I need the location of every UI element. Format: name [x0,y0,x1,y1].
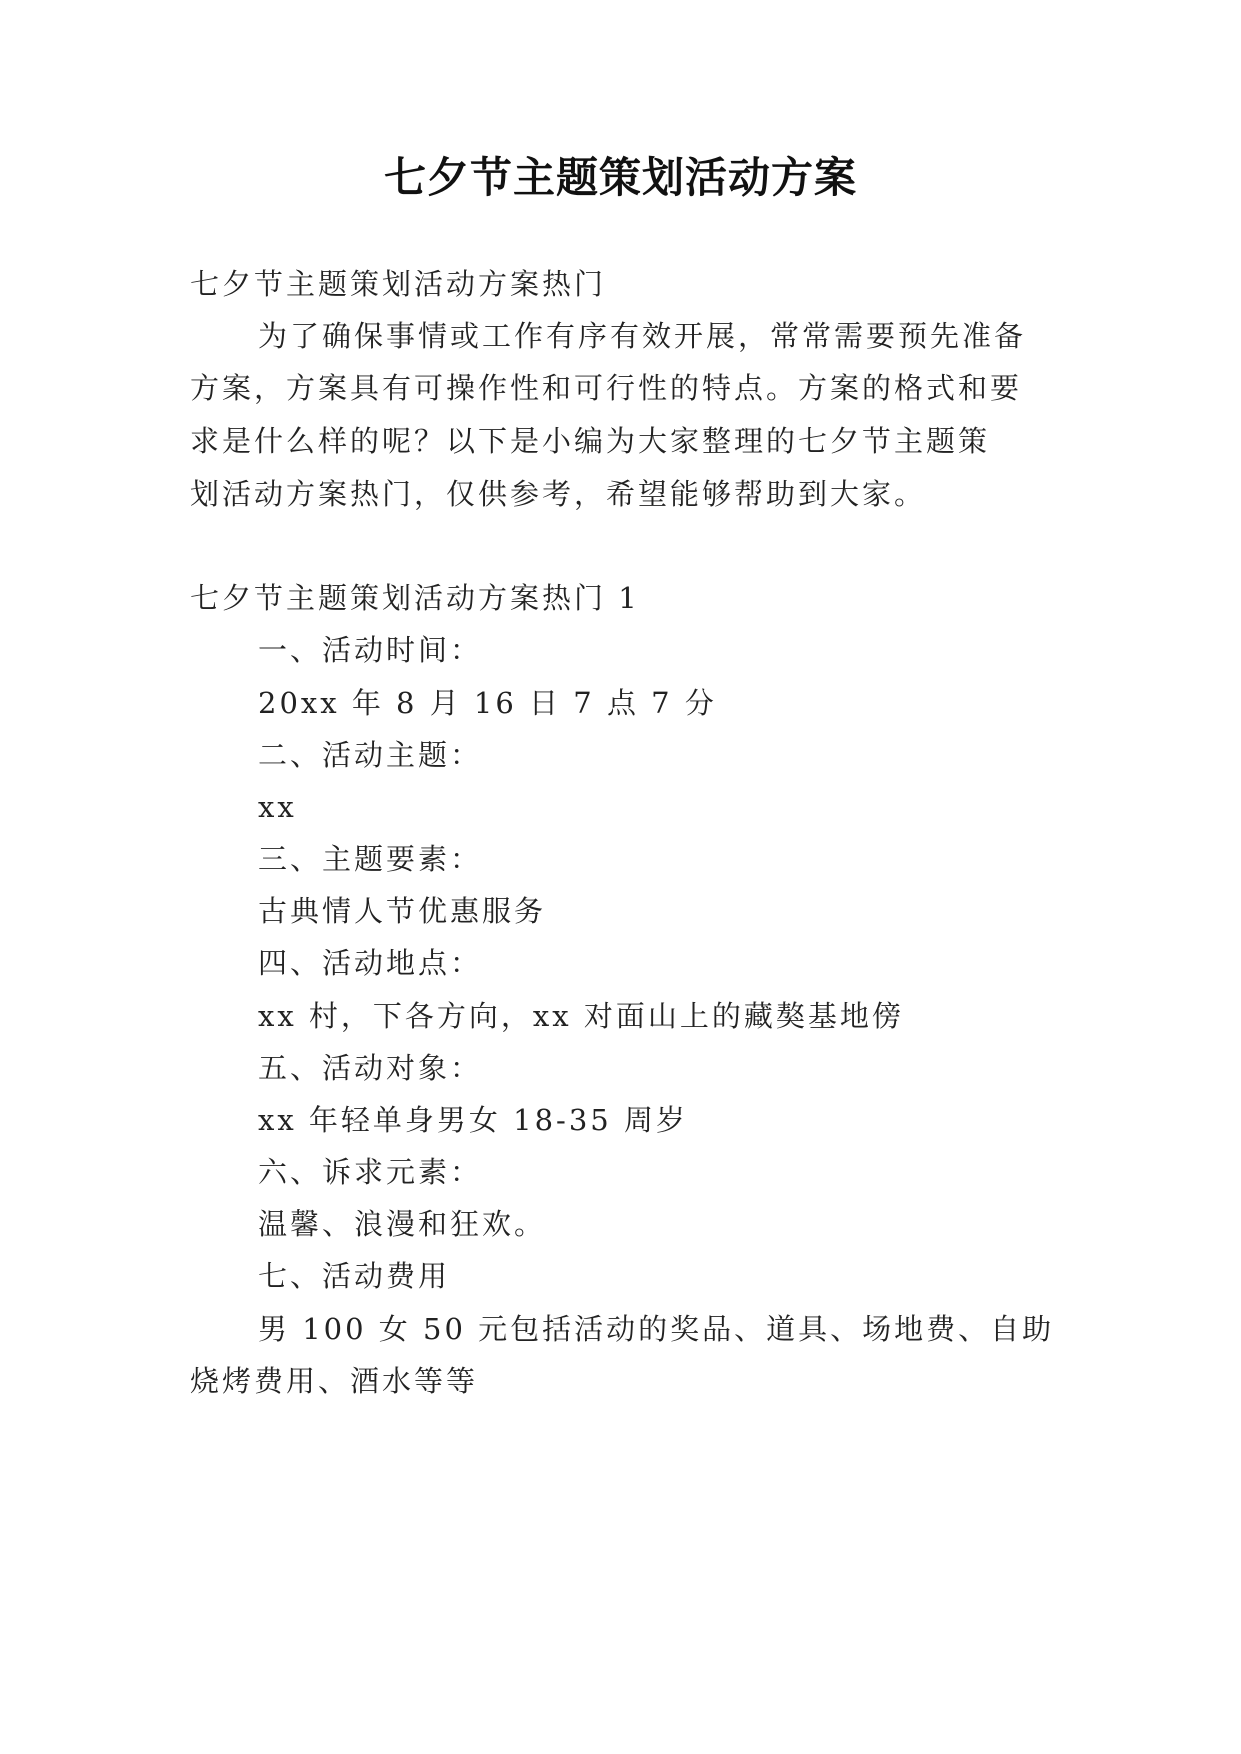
intro-line: 求是什么样的呢？以下是小编为大家整理的七夕节主题策 [190,424,991,458]
document-subtitle: 七夕节主题策划活动方案热门 [190,267,607,301]
list-item: 六、诉求元素： [258,1155,483,1189]
section-heading: 七夕节主题策划活动方案热门 1 [190,581,640,615]
list-item: 古典情人节优惠服务 [258,894,547,928]
list-item: xx 村，下各方向，xx 对面山上的藏獒基地傍 [258,999,904,1033]
intro-line: 划活动方案热门，仅供参考，希望能够帮助到大家。 [190,477,927,511]
list-item: 一、活动时间： [258,633,483,667]
intro-line: 为了确保事情或工作有序有效开展，常常需要预先准备 [258,319,1027,353]
list-item: 温馨、浪漫和狂欢。 [258,1207,547,1241]
list-item: xx [258,790,297,824]
document-title: 七夕节主题策划活动方案 [383,153,857,202]
list-item: 五、活动对象： [258,1051,483,1085]
list-item: 七、活动费用 [258,1259,451,1293]
list-item: 三、主题要素： [258,842,483,876]
list-item: xx 年轻单身男女 18-35 周岁 [258,1103,688,1137]
cost-line: 男 100 女 50 元包括活动的奖品、道具、场地费、自助 [258,1312,1055,1346]
list-item: 二、活动主题： [258,738,483,772]
list-item: 20xx 年 8 月 16 日 7 点 7 分 [258,686,717,720]
intro-line: 方案，方案具有可操作性和可行性的特点。方案的格式和要 [190,371,1023,405]
list-item: 四、活动地点： [258,946,483,980]
cost-line: 烧烤费用、酒水等等 [190,1364,479,1398]
